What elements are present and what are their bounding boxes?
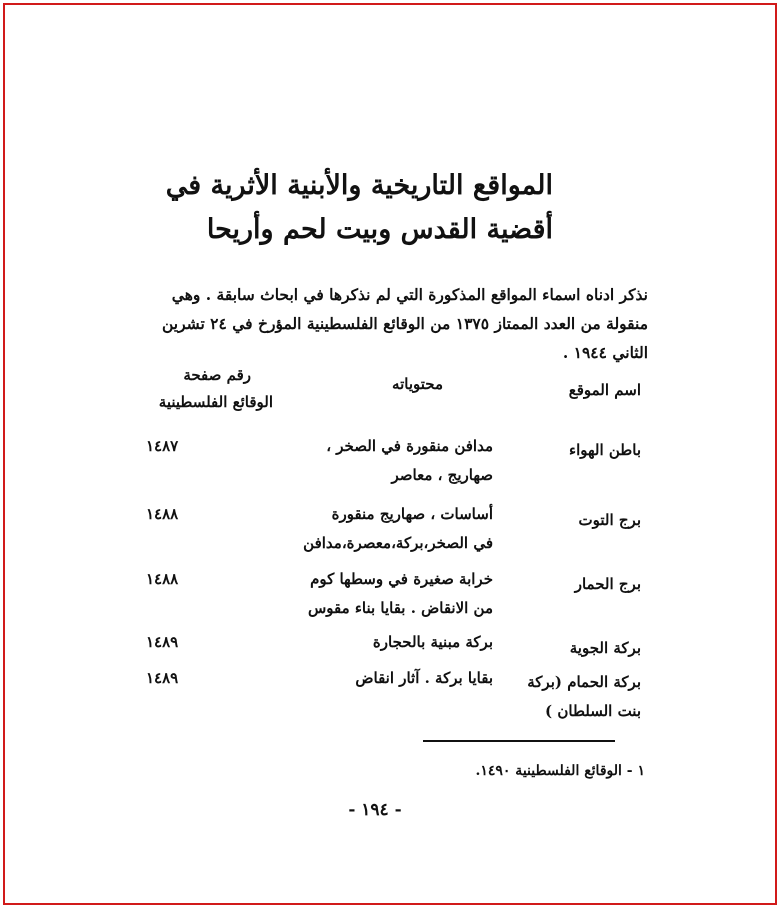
intro-line: الثاني ١٩٤٤ . — [562, 343, 648, 362]
contents-line: أساسات ، صهاريج منقورة — [331, 505, 493, 523]
intro-line: نذكر ادناه اسماء المواقع المذكورة التي لم نذكرها في ابحاث سابقة . وهي — [171, 285, 648, 304]
table-row-page: ١٤٨٨ — [146, 570, 179, 588]
title-line-2: أقضية القدس وبيت لحم وأريحا — [206, 214, 553, 245]
title-line-1: المواقع التاريخية والأبنية الأثرية في — [165, 170, 553, 201]
footnote: ١ - الوقائع الفلسطينية ١٤٩٠. — [475, 763, 645, 779]
header-contents: محتوياته — [392, 375, 443, 393]
contents-line: صهاريج ، معاصر — [391, 466, 493, 484]
page-number: - ١٩٤ - — [348, 800, 402, 820]
table-row-site — [570, 634, 641, 663]
table-row-site — [579, 506, 642, 535]
site-name: باطن الهواء — [569, 441, 641, 459]
site-name: بنت السلطان ) — [545, 702, 641, 720]
table-row-contents — [355, 664, 493, 693]
contents-line: بركة مبنية بالحجارة — [372, 633, 493, 651]
contents-line: من الانقاض . بقايا بناء مقوس — [307, 599, 493, 617]
header-site: اسم الموقع — [568, 381, 641, 399]
contents-line: في الصخر،بركة،معصرة،مدافن — [303, 534, 493, 552]
table-row-contents — [373, 628, 493, 657]
header-page-line2: الوقائع الفلسطينية — [158, 393, 273, 411]
site-name: بركة الجوية — [569, 639, 641, 657]
site-name: برج الحمار — [574, 575, 641, 593]
intro-paragraph — [133, 280, 648, 367]
table-row-page: ١٤٨٩ — [146, 669, 179, 687]
table-row-site — [575, 570, 641, 599]
table-row-contents — [303, 500, 493, 558]
header-page — [159, 362, 273, 416]
table-row-contents — [326, 432, 493, 490]
contents-line: بقايا بركة . آثار انقاض — [355, 669, 493, 687]
table-row-contents — [308, 565, 493, 623]
table-row-page: ١٤٨٨ — [146, 505, 179, 523]
table-row-page: ١٤٨٩ — [146, 633, 179, 651]
contents-line: مدافن منقورة في الصخر ، — [326, 437, 493, 455]
site-name: برج التوت — [578, 511, 641, 529]
footnote-rule — [423, 740, 615, 742]
table-row-site — [527, 668, 641, 726]
table-row-site — [569, 436, 641, 465]
site-name: بركة الحمام (بركة — [527, 673, 641, 691]
header-page-line1: رقم صفحة — [183, 366, 251, 384]
contents-line: خرابة صغيرة في وسطها كوم — [310, 570, 493, 588]
table-row-page: ١٤٨٧ — [146, 437, 179, 455]
intro-line: منقولة من العدد الممتاز ١٣٧٥ من الوقائع الفلسطينية المؤرخ في ٢٤ تشرين — [161, 314, 648, 333]
